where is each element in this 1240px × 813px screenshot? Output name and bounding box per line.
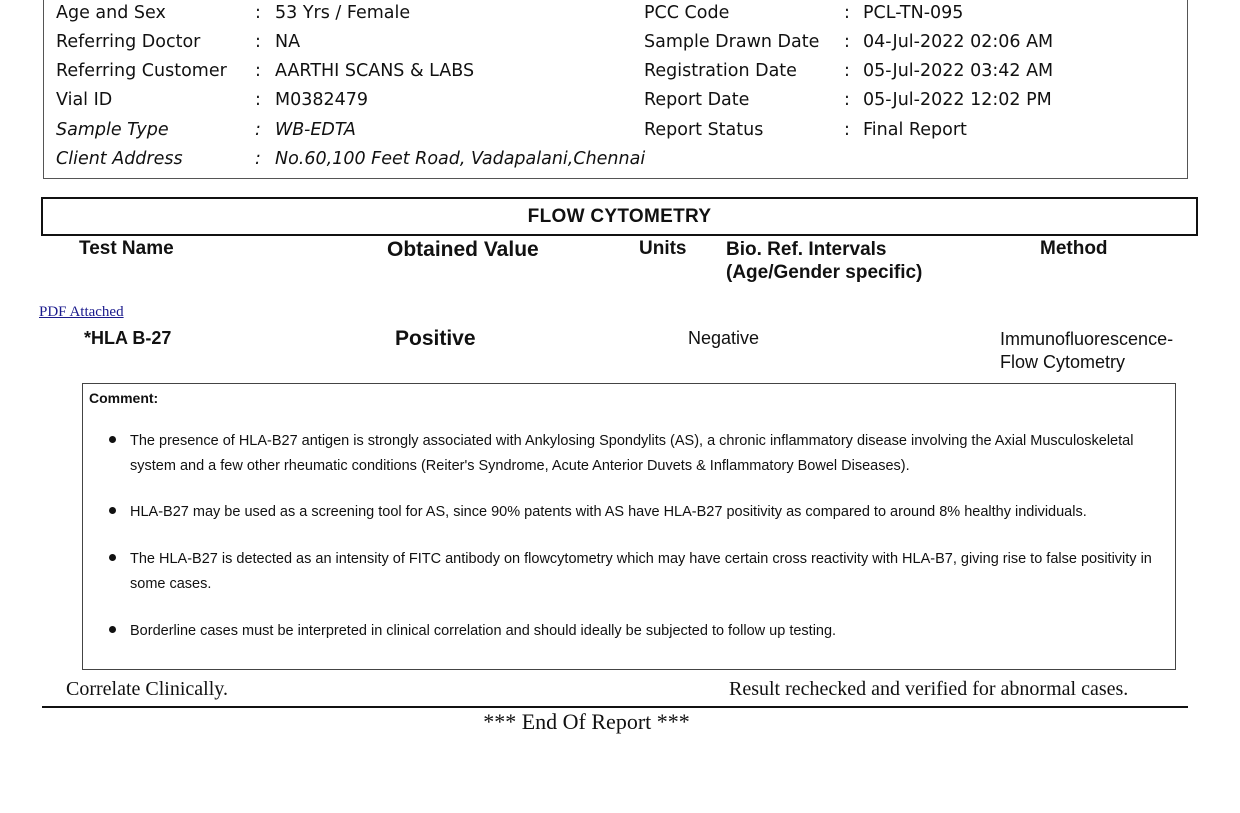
result-method [1000, 328, 1173, 374]
info-value: M0382479 [275, 90, 369, 110]
info-label: Sample Type [56, 120, 169, 140]
info-colon: : [255, 61, 261, 81]
result-ref-interval: Negative [688, 328, 760, 348]
info-value: PCL-TN-095 [863, 3, 964, 23]
info-label: Age and Sex [56, 3, 166, 23]
info-value: 05-Jul-2022 03:42 AM [863, 61, 1054, 81]
info-label: Sample Drawn Date [644, 32, 820, 52]
result-test-name: *HLA B-27 [84, 328, 172, 348]
info-colon: : [844, 90, 850, 110]
info-row-age-sex [44, 0, 1187, 26]
info-value: NA [275, 32, 301, 52]
comment-bullet-text: HLA-B27 may be used as a screening tool for AS, since 90% patents with AS have HLA-B27 positivity as compared to around 8% healthy individuals. [130, 504, 1087, 520]
footer-divider [42, 706, 1188, 708]
info-row-referring-doctor [44, 29, 1187, 55]
info-label: PCC Code [644, 3, 730, 23]
info-value: 04-Jul-2022 02:06 AM [863, 32, 1054, 52]
comment-title: Comment: [89, 390, 159, 406]
info-row-sample-type [44, 117, 1187, 143]
info-value: 05-Jul-2022 12:02 PM [863, 90, 1052, 110]
info-value: Final Report [863, 120, 967, 140]
info-row-vial-id [44, 87, 1187, 113]
info-value: 53 Yrs / Female [275, 3, 411, 23]
result-method-line1: Immunofluorescence- [1000, 329, 1174, 349]
comment-bullet-text: Borderline cases must be interpreted in clinical correlation and should ideally be subjected to follow up testing. [130, 623, 837, 639]
comment-bullet-text: The presence of HLA-B27 antigen is strongly associated with Ankylosing Spondylits (AS), a chronic inflammatory disease involving the Axial Musculoskeletal system and a few other rheumatic conditions (Reiter's Syndrome, Acute Anterior Duvets & Inflammatory Bowel Diseases). [130, 433, 1134, 474]
footer-verified-note: Result rechecked and verified for abnormal cases. [729, 678, 1129, 700]
info-colon: : [255, 32, 261, 52]
header-bio-ref-line2: (Age/Gender specific) [726, 262, 923, 283]
result-method-line2: Flow Cytometry [1000, 352, 1126, 372]
bullet-dot-icon [109, 626, 116, 633]
info-value: AARTHI SCANS & LABS [275, 61, 475, 81]
info-label: Report Date [644, 90, 750, 110]
info-label: Report Status [644, 120, 764, 140]
comment-bullet-text: The HLA-B27 is detected as an intensity of FITC antibody on flowcytometry which may have certain cross reactivity with HLA-B7, giving rise to false positivity in some cases. [130, 551, 1152, 592]
info-value: No.60,100 Feet Road, Vadapalani,Chennai [275, 149, 646, 169]
info-label: Referring Customer [56, 61, 227, 81]
bullet-dot-icon [109, 507, 116, 514]
result-obtained-value: Positive [395, 327, 476, 350]
info-colon: : [844, 120, 850, 140]
comment-box [82, 383, 1176, 670]
info-colon: : [255, 3, 261, 23]
header-test-name: Test Name [79, 238, 174, 259]
info-label: Referring Doctor [56, 32, 201, 52]
bullet-dot-icon [109, 554, 116, 561]
info-row-client-address [44, 146, 1187, 172]
section-title: FLOW CYTOMETRY [41, 197, 1198, 236]
header-units: Units [639, 238, 687, 259]
info-colon: : [255, 120, 261, 140]
info-colon: : [844, 61, 850, 81]
info-colon: : [844, 32, 850, 52]
header-obtained-value: Obtained Value [387, 238, 539, 261]
header-bio-ref-intervals [726, 238, 922, 284]
info-label: Vial ID [56, 90, 113, 110]
info-row-referring-customer [44, 58, 1187, 84]
pdf-attached-link[interactable]: PDF Attached [39, 304, 124, 320]
info-label: Client Address [56, 149, 183, 169]
patient-info-box [43, 0, 1188, 179]
end-of-report: *** End Of Report *** [483, 709, 690, 734]
info-colon: : [255, 90, 261, 110]
info-value: WB-EDTA [275, 120, 356, 140]
header-method: Method [1040, 238, 1108, 259]
header-bio-ref-line1: Bio. Ref. Intervals [726, 239, 887, 260]
info-colon: : [844, 3, 850, 23]
info-colon: : [255, 149, 261, 169]
info-label: Registration Date [644, 61, 797, 81]
bullet-dot-icon [109, 436, 116, 443]
footer-correlate-clinically: Correlate Clinically. [66, 678, 228, 700]
